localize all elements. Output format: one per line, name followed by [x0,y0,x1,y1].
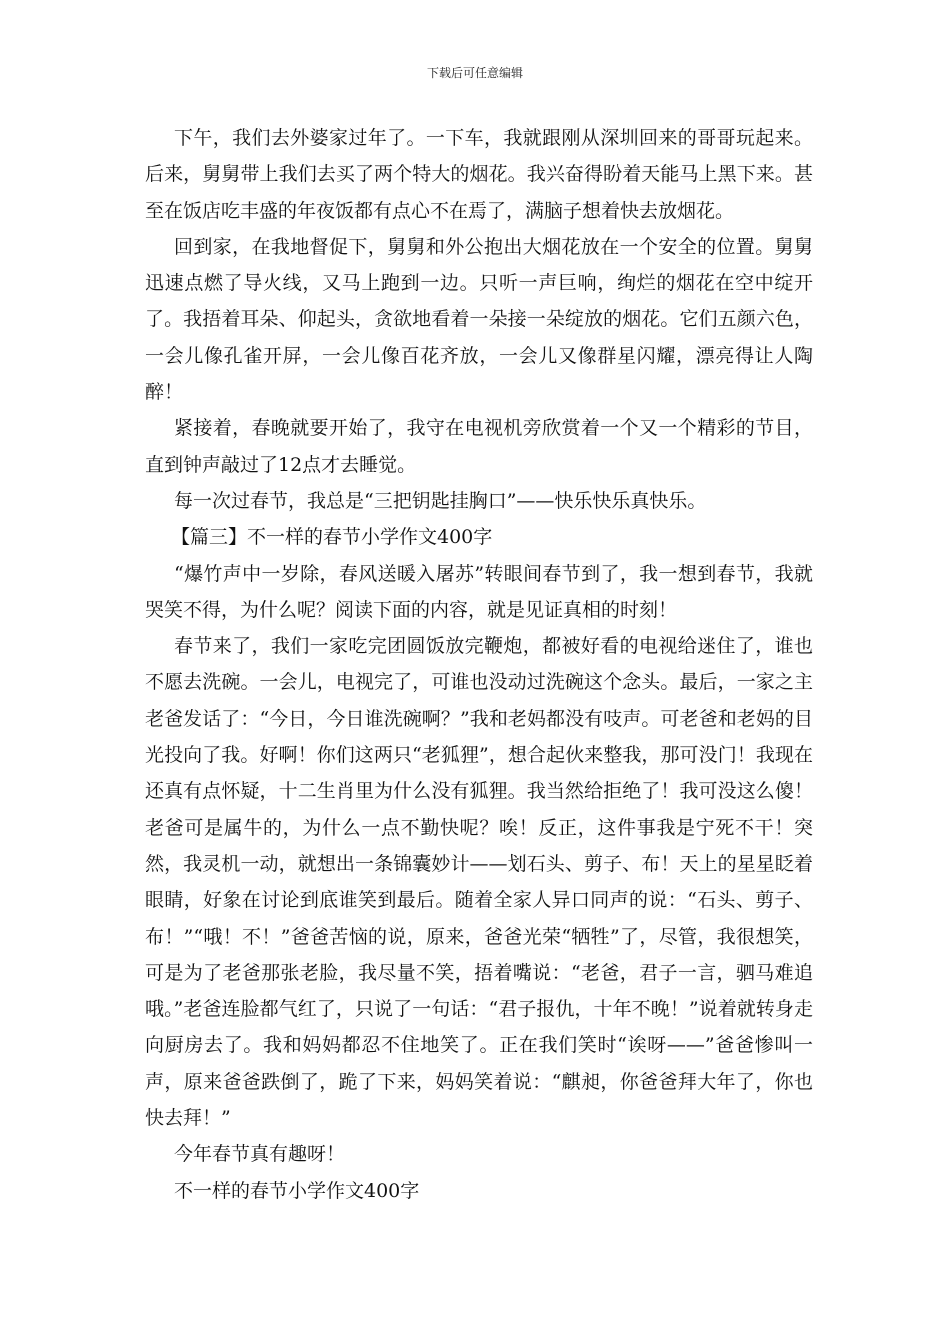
paragraph-happy-summary: 每一次过春节，我总是“三把钥匙挂胸口”——快乐快乐真快乐。 [174,489,707,512]
paragraph-spring-gala: 紧接着，春晚就要开始了，我守在电视机旁欣赏着一个又一个精彩的节目，直到钟声敲过了12点才去睡觉。 [145,417,813,476]
paragraph-new-year-visit: 下午，我们去外婆家过年了。一下车，我就跟刚从深圳回来的哥哥玩起来。后来，舅舅带上我们去买了两个特大的烟花。我兴奋得盼着天能马上黑下来。甚至在饭店吃丰盛的年夜饭都有点心不在焉了，满脑子想着快去放烟花。 [145,127,813,222]
paragraph-intro-poem: “爆竹声中一岁除，春风送暖入屠苏”转眼间春节到了，我一想到春节，我就哭笑不得，为什么呢？阅读下面的内容，就是见证真相的时刻！ [145,562,813,621]
paragraph-dishwashing-story: 春节来了，我们一家吃完团圆饭放完鞭炮，都被好看的电视给迷住了，谁也不愿去洗碗。一会儿，电视完了，可谁也没动过洗碗这个念头。最后，一家之主老爸发话了：“今日，今日谁洗碗啊？”我和老妈都没有吱声。可老爸和老妈的目光投向了我。好啊！你们这两只“老狐狸”，想合起伙来整我，那可没门！我现在还真有点怀疑，十二生肖里为什么没有狐狸。我当然给拒绝了！我可没这么傻！老爸可是属牛的，为什么一点不勤快呢？唉！反正，这件事我是宁死不干！突然，我灵机一动，就想出一条锦囊妙计——划石头、剪子、布！天上的星星眨着眼睛，好象在讨论到底谁笑到最后。随着全家人异口同声的说：“石头、剪子、布！”“哦！不！”爸爸苦恼的说，原来，爸爸光荣“牺牲”了，尽管，我很想笑，可是为了老爸那张老脸，我尽量不笑，捂着嘴说：“老爸，君子一言，驷马难追哦。”老爸连脸都气红了，只说了一句话：“君子报仇，十年不晚！”说着就转身走向厨房去了。我和妈妈都忍不住地笑了。正在我们笑时“诶呀——”爸爸惨叫一声，原来爸爸跌倒了，跪了下来，妈妈笑着说：“麒昶，你爸爸拜大年了，你也快去拜！” [145,635,813,1130]
page-header-note: 下载后可任意编辑 [426,66,523,80]
paragraph-closing: 今年春节真有趣呀！ [174,1143,346,1166]
document-body [145,120,813,1209]
section-heading-part-three: 【篇三】不一样的春节小学作文400字 [171,526,493,549]
paragraph-fireworks: 回到家，在我地督促下，舅舅和外公抱出大烟花放在一个安全的位置。舅舅迅速点燃了导火线，又马上跑到一边。只听一声巨响，绚烂的烟花在空中绽开了。我捂着耳朵、仰起头，贪欲地看着一朵接一朵绽放的烟花。它们五颜六色，一会儿像孔雀开屏，一会儿像百花齐放，一会儿又像群星闪耀，漂亮得让人陶醉！ [145,235,813,404]
paragraph-title-repeat: 不一样的春节小学作文400字 [174,1179,420,1202]
